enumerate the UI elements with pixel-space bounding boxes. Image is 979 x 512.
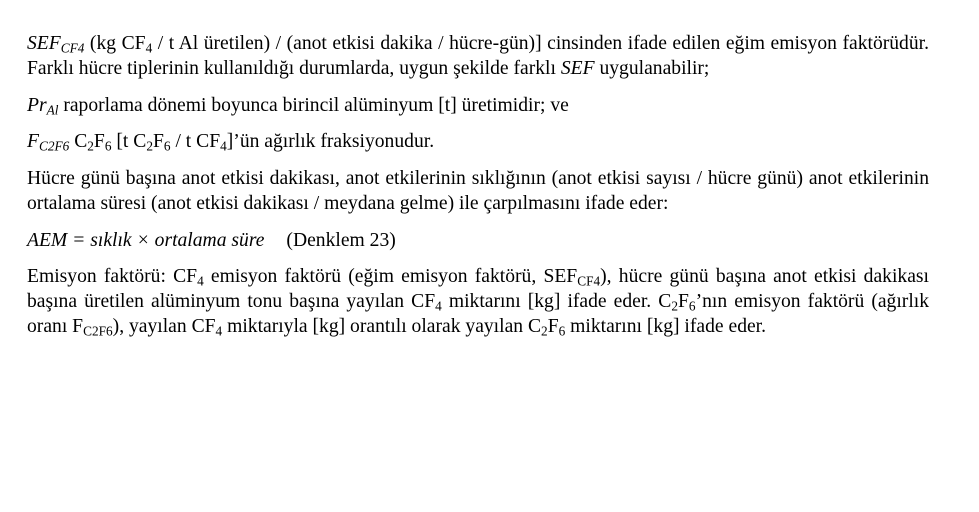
text-run: / t Al üretilen) / (anot etkisi dakika / hücre-gün)] cinsinden ifade edilen eğim emisyon faktörüdür. Farklı hücre tiplerinin kullanıldığı durumlarda, uygun şekilde farklı <box>27 33 929 79</box>
text-run: Hücre günü başına anot etkisi dakikası, anot etkilerinin sıklığının (anot etkisi sayısı / hücre günü) anot etkilerinin ortalama süresi (anot etkisi dakikası / meydana gelme) ile çarpılmasını ifade eder: <box>27 168 929 214</box>
subscript: 2 <box>146 138 153 154</box>
paragraph-sef-definition <box>27 31 929 81</box>
symbol-pral <box>27 95 58 116</box>
text-run: ), hücre günü başına anot etkisi dakikası başına üretilen alüminyum tonu başına yayılan CF <box>27 266 929 312</box>
symbol-main: F <box>27 131 39 152</box>
text-run: miktarını [kg] ifade eder. C <box>441 291 672 312</box>
text-run: [t C <box>111 131 147 152</box>
paragraph-emission-factor <box>27 264 929 339</box>
subscript: 6 <box>104 138 112 154</box>
equation-expression: AEM = sıklık × ortalama süre <box>27 230 265 251</box>
symbol-fc2f6 <box>27 131 69 152</box>
subscript: 2 <box>671 298 679 314</box>
text-run: raporlama dönemi boyunca birincil alüminyum [t] üretimidir; ve <box>58 95 569 116</box>
symbol-subscript: Al <box>46 102 59 118</box>
text-run: F <box>93 131 105 152</box>
subscript: 2 <box>87 138 94 154</box>
text-run: ]’ün ağırlık fraksiyonudur. <box>226 131 435 152</box>
text-run: (kg CF <box>84 33 146 54</box>
subscript: C2F6 <box>83 323 113 339</box>
subscript: 6 <box>558 323 566 339</box>
subscript: 4 <box>435 298 442 314</box>
text-run: F <box>678 291 689 312</box>
equation-label: (Denklem 23) <box>286 230 396 251</box>
subscript: 4 <box>215 323 223 339</box>
text-run: F <box>152 131 164 152</box>
text-run: / t CF <box>170 131 221 152</box>
text-run: uygulanabilir; <box>594 58 710 79</box>
equation-23 <box>27 228 929 253</box>
paragraph-aem-explanation <box>27 166 929 216</box>
symbol-subscript: CF4 <box>60 40 85 56</box>
text-run: miktarını [kg] ifade eder. <box>565 316 767 337</box>
text-run: Emisyon faktörü: CF <box>27 266 198 287</box>
text-run: ), yayılan CF <box>112 316 216 337</box>
symbol-sef-inline: SEF <box>560 58 595 79</box>
subscript: 4 <box>220 138 227 154</box>
symbol-main: SEF <box>27 33 61 54</box>
text-run: ’nın emisyon faktörü (ağırlık oranı F <box>27 291 929 337</box>
subscript: 4 <box>145 40 153 56</box>
text-run: miktarıyla [kg] orantılı olarak yayılan C <box>222 316 542 337</box>
symbol-subscript: C2F6 <box>38 138 70 154</box>
paragraph-fc2f6-definition <box>27 129 929 154</box>
subscript: 6 <box>688 298 696 314</box>
paragraph-pral-definition <box>27 93 929 118</box>
subscript: CF4 <box>577 273 601 289</box>
text-run: F <box>547 316 559 337</box>
subscript: 4 <box>197 273 204 289</box>
subscript: 2 <box>541 323 548 339</box>
text-run: emisyon faktörü (eğim emisyon faktörü, SEF <box>203 266 578 287</box>
text-run: C <box>69 131 88 152</box>
symbol-sef <box>27 33 84 54</box>
symbol-main: Pr <box>27 95 47 116</box>
subscript: 6 <box>163 138 171 154</box>
